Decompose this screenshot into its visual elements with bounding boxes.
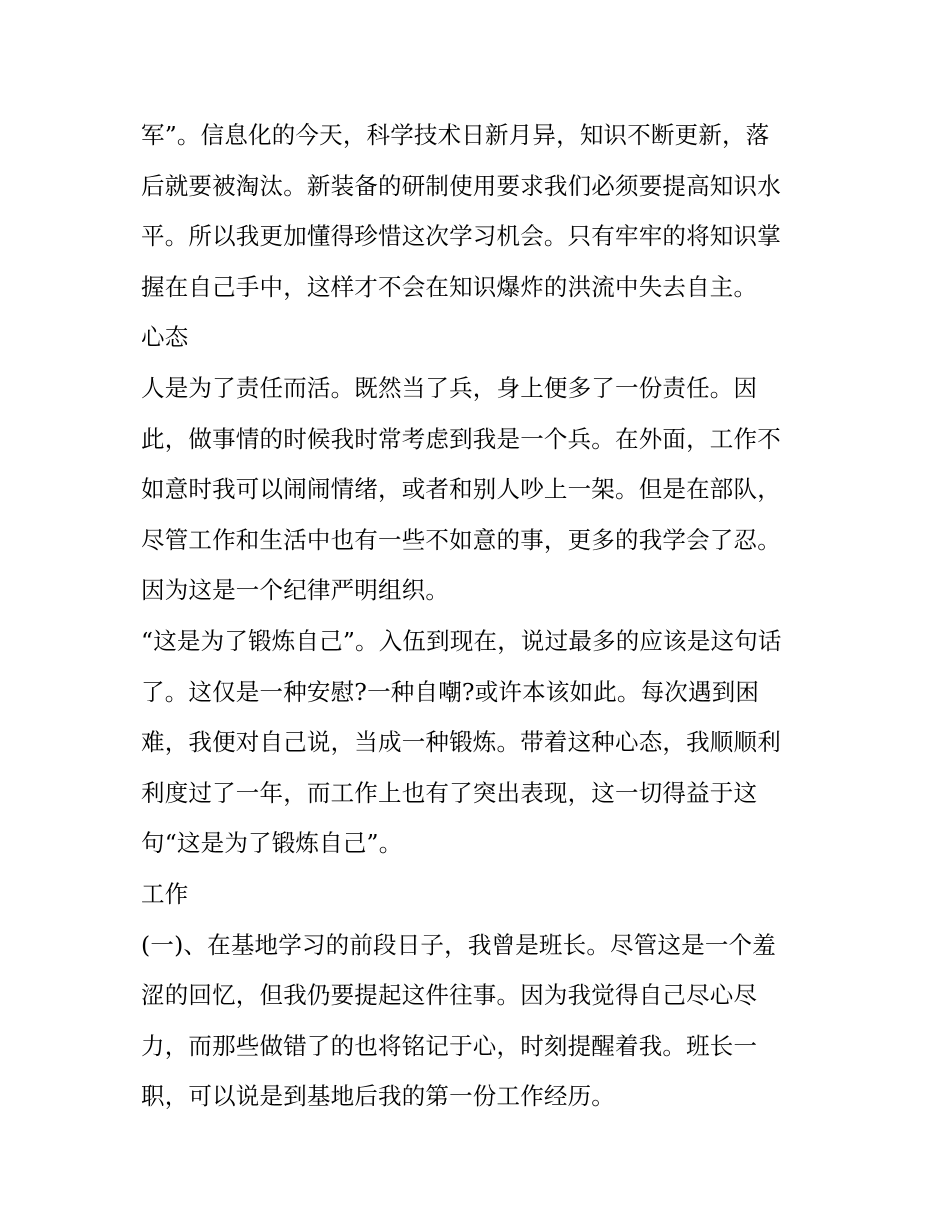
text-line: (一)、在基地学习的前段日子，我曾是班长。尽管这是一个羞 bbox=[141, 930, 776, 959]
text-line: 尽管工作和生活中也有一些不如意的事，更多的我学会了忍。 bbox=[141, 525, 781, 554]
section-heading-mindset: 心态 bbox=[141, 323, 189, 352]
text-line: 难，我便对自己说，当成一种锻炼。带着这种心态，我顺顺利 bbox=[141, 728, 781, 757]
text-line: 握在自己手中，这样才不会在知识爆炸的洪流中失去自主。 bbox=[141, 272, 758, 301]
text-line: 因为这是一个纪律严明组织。 bbox=[141, 576, 450, 605]
text-line: 涩的回忆，但我仍要提起这件往事。因为我觉得自己尽心尽 bbox=[141, 981, 758, 1010]
text-line: 人是为了责任而活。既然当了兵，身上便多了一份责任。因 bbox=[141, 373, 758, 402]
text-line: 后就要被淘汰。新装备的研制使用要求我们必须要提高知识水 bbox=[141, 171, 781, 200]
document-body bbox=[141, 110, 821, 1122]
text-line: 了。这仅是一种安慰?一种自嘲?或许本该如此。每次遇到困 bbox=[141, 677, 760, 706]
text-line: 职，可以说是到基地后我的第一份工作经历。 bbox=[141, 1082, 615, 1111]
text-line: 军”。信息化的今天，科学技术日新月异，知识不断更新，落 bbox=[141, 121, 770, 149]
text-line: 力，而那些做错了的也将铭记于心，时刻提醒着我。班长一 bbox=[141, 1031, 758, 1060]
section-heading-work: 工作 bbox=[141, 879, 189, 908]
text-line: “这是为了锻炼自己”。入伍到现在，说过最多的应该是这句话 bbox=[141, 626, 782, 655]
text-line: 此，做事情的时候我时常考虑到我是一个兵。在外面，工作不 bbox=[141, 424, 781, 453]
text-line: 如意时我可以闹闹情绪，或者和别人吵上一架。但是在部队， bbox=[141, 475, 781, 504]
text-line: 句“这是为了锻炼自己”。 bbox=[141, 829, 403, 858]
text-line: 平。所以我更加懂得珍惜这次学习机会。只有牢牢的将知识掌 bbox=[141, 222, 781, 251]
text-line: 利度过了一年，而工作上也有了突出表现，这一切得益于这 bbox=[141, 778, 758, 807]
